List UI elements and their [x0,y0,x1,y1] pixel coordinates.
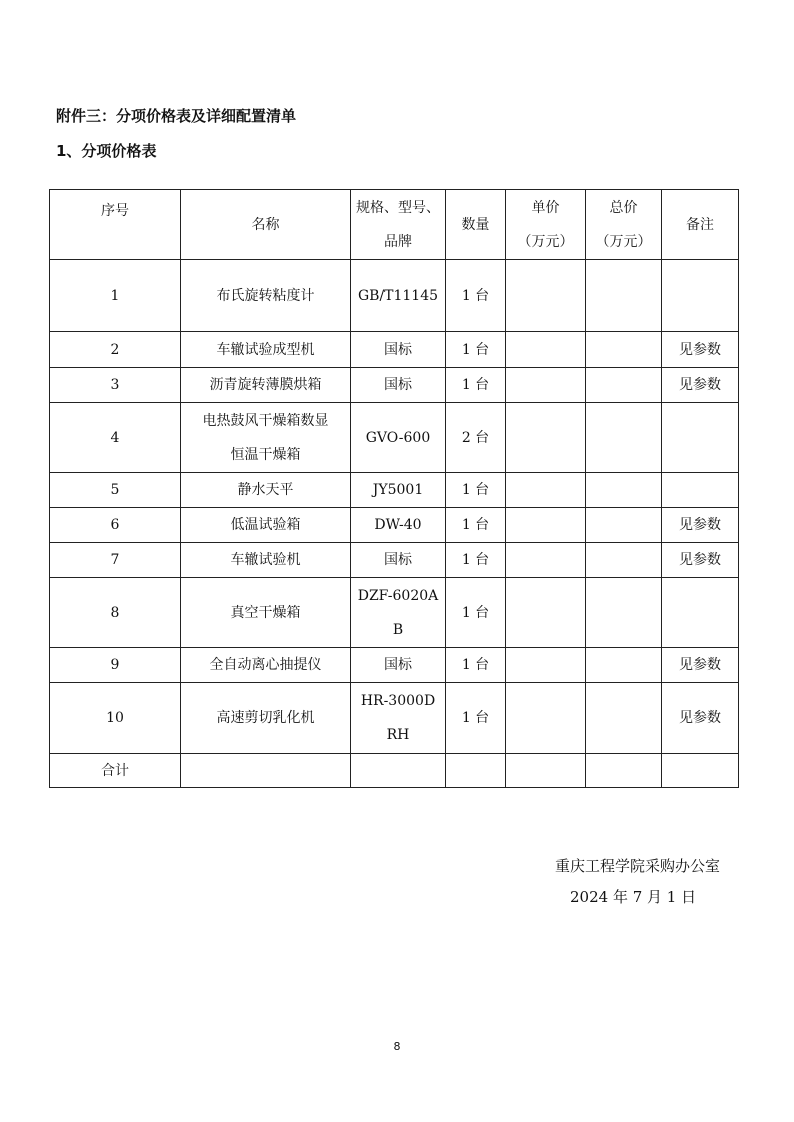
cell-seq [50,543,181,578]
cell-qty [446,332,506,368]
cell-qty-text: 2 台 [461,429,490,446]
cell-seq [50,260,181,332]
cell-unit-price [506,578,586,648]
header-remark: 备注 [662,190,739,260]
cell-total-price [586,578,662,648]
cell-qty-text: 1 台 [461,287,490,304]
cell-remark [662,508,739,543]
cell-name-text: 全自动离心抽提仪 [209,657,322,673]
total-cell [446,754,506,788]
cell-spec-text: DW-40 [374,517,422,533]
header-total-line2: （万元） [595,233,652,250]
cell-seq-text: 2 [110,341,120,358]
cell-qty-text: 1 台 [461,552,490,568]
cell-unit-price [506,473,586,508]
cell-spec [351,403,446,473]
cell-seq-text: 1 [110,287,120,304]
header-seq: 序号 [50,190,181,260]
table-row [50,683,739,754]
table-row [50,578,739,648]
issuer-name: 重庆工程学院采购办公室 [555,857,721,875]
cell-name-text: 低温试验箱 [230,517,301,533]
cell-name [181,403,351,473]
cell-spec [351,473,446,508]
table-row [50,543,739,578]
cell-remark [662,543,739,578]
table-row [50,508,739,543]
cell-name [181,368,351,403]
cell-spec-text: 国标 [384,341,412,358]
cell-name-text: 沥青旋转薄膜烘箱 [209,377,322,393]
cell-name [181,473,351,508]
cell-seq-text: 4 [110,429,120,446]
cell-spec [351,508,446,543]
cell-total-price [586,332,662,368]
cell-name [181,332,351,368]
cell-spec [351,368,446,403]
cell-spec-text: GVO-600 [365,429,431,446]
cell-unit-price [506,332,586,368]
issue-date: 2024 年 7 月 1 日 [570,888,697,906]
cell-unit-price [506,368,586,403]
cell-unit-price [506,403,586,473]
header-qty: 数量 [446,190,506,260]
cell-spec-text: HR-3000D [360,693,436,709]
table-row [50,368,739,403]
table-row [50,403,739,473]
table-row [50,332,739,368]
cell-seq [50,578,181,648]
page-number: 8 [393,1040,401,1053]
cell-qty [446,683,506,754]
cell-remark [662,332,739,368]
table-row [50,260,739,332]
cell-total-price [586,543,662,578]
cell-seq [50,332,181,368]
cell-seq [50,648,181,683]
total-cell [181,754,351,788]
cell-unit-price [506,260,586,332]
cell-remark-text: 见参数 [679,710,721,726]
cell-seq-text: 9 [110,657,120,673]
cell-name [181,683,351,754]
header-total-price [586,190,662,260]
cell-remark [662,683,739,754]
cell-qty-text: 1 台 [461,517,490,533]
price-table [49,189,739,788]
cell-spec [351,648,446,683]
cell-seq [50,403,181,473]
cell-spec-text: GB/T11145 [357,287,439,304]
header-total-line1: 总价 [609,199,638,216]
cell-qty-text: 1 台 [461,482,490,498]
cell-name [181,578,351,648]
cell-remark [662,368,739,403]
cell-remark-text: 见参数 [679,341,721,358]
cell-total-price [586,368,662,403]
cell-unit-price [506,508,586,543]
cell-seq-text: 6 [110,517,120,533]
total-label: 合计 [50,754,181,788]
cell-spec-text: B [392,621,404,638]
cell-spec-text: 国标 [384,377,412,393]
attachment-heading: 附件三：分项价格表及详细配置清单 [56,107,297,125]
cell-qty [446,473,506,508]
cell-seq [50,368,181,403]
cell-name [181,260,351,332]
cell-seq-text: 7 [110,552,120,568]
cell-remark [662,578,739,648]
cell-unit-price [506,543,586,578]
cell-spec [351,543,446,578]
section-heading: 1、分项价格表 [56,142,157,160]
cell-qty [446,368,506,403]
cell-total-price [586,683,662,754]
cell-name-text: 真空干燥箱 [230,604,301,621]
total-cell [506,754,586,788]
cell-qty-text: 1 台 [461,710,490,726]
cell-remark [662,403,739,473]
header-spec-line2: 品牌 [384,233,412,250]
total-row [50,754,739,788]
total-cell [662,754,739,788]
cell-name-text: 车辙试验机 [230,552,301,568]
cell-total-price [586,403,662,473]
cell-total-price [586,648,662,683]
cell-qty [446,403,506,473]
header-spec [351,190,446,260]
cell-name-text: 恒温干燥箱 [230,446,301,463]
cell-spec-text: 国标 [384,552,412,568]
cell-total-price [586,473,662,508]
cell-qty [446,508,506,543]
cell-name-text: 电热鼓风干燥箱数显 [202,412,329,429]
cell-remark-text: 见参数 [679,657,721,673]
cell-qty-text: 1 台 [461,341,490,358]
cell-name [181,648,351,683]
cell-spec [351,260,446,332]
cell-seq [50,473,181,508]
cell-qty [446,578,506,648]
cell-spec-text: RH [386,727,410,743]
cell-seq-text: 8 [110,604,120,621]
cell-remark-text: 见参数 [679,377,721,393]
cell-seq [50,508,181,543]
cell-seq-text: 5 [110,482,120,498]
table-header-row [50,190,739,260]
cell-spec-text: JY5001 [372,482,424,498]
cell-qty [446,543,506,578]
cell-remark [662,473,739,508]
cell-remark [662,260,739,332]
cell-total-price [586,508,662,543]
cell-name-text: 静水天平 [237,482,294,498]
cell-seq-text: 3 [110,377,120,393]
cell-seq [50,683,181,754]
cell-qty-text: 1 台 [461,657,490,673]
cell-spec-text: DZF-6020A [357,587,439,604]
cell-remark [662,648,739,683]
cell-qty [446,648,506,683]
cell-remark-text: 见参数 [679,552,721,568]
cell-spec [351,332,446,368]
cell-name-text: 车辙试验成型机 [216,341,315,358]
cell-spec [351,683,446,754]
table-row [50,648,739,683]
header-name: 名称 [181,190,351,260]
cell-name [181,543,351,578]
cell-qty-text: 1 台 [461,377,490,393]
total-cell [351,754,446,788]
cell-qty [446,260,506,332]
header-spec-line1: 规格、型号、 [356,199,440,216]
cell-remark-text: 见参数 [679,517,721,533]
cell-total-price [586,260,662,332]
header-unit-price [506,190,586,260]
header-unit-line2: （万元） [517,233,574,250]
cell-spec [351,578,446,648]
cell-spec-text: 国标 [384,657,412,673]
header-unit-line1: 单价 [531,199,560,216]
cell-unit-price [506,648,586,683]
total-cell [586,754,662,788]
cell-qty-text: 1 台 [461,604,490,621]
table-row [50,473,739,508]
cell-seq-text: 10 [106,710,124,726]
cell-name-text: 布氏旋转粘度计 [216,287,315,304]
cell-unit-price [506,683,586,754]
cell-name-text: 高速剪切乳化机 [216,710,315,726]
cell-name [181,508,351,543]
